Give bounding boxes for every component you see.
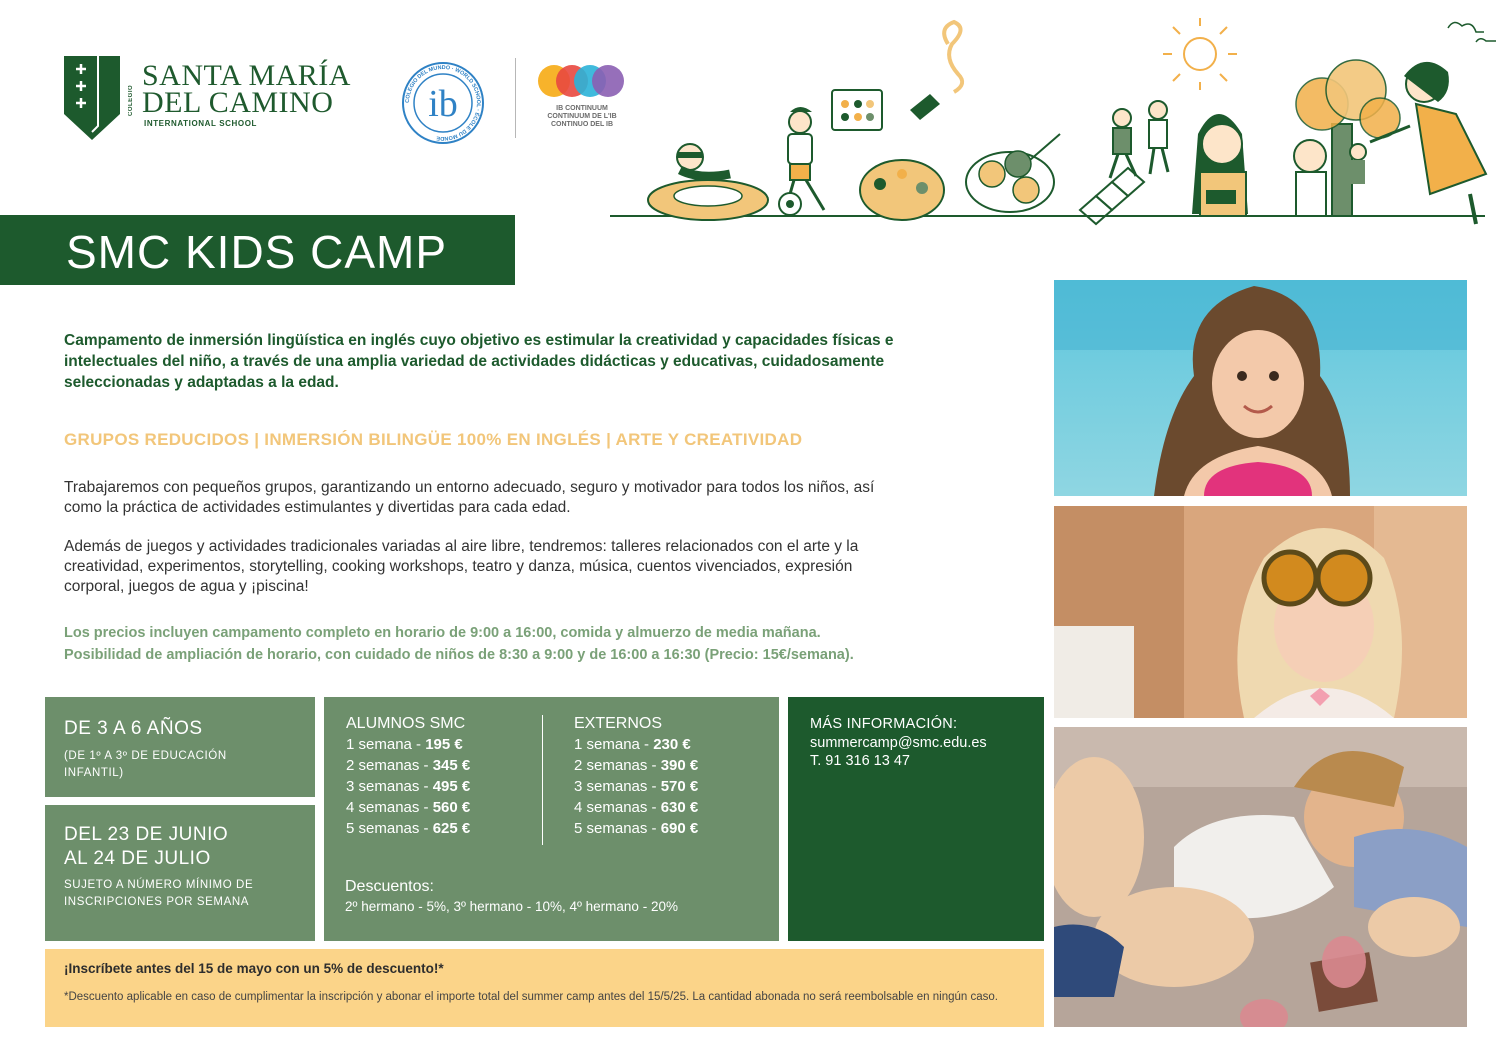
dates-line2: AL 24 DE JULIO (64, 848, 211, 869)
promo-headline: ¡Inscríbete antes del 15 de mayo con un 5% de descuento!* (64, 961, 444, 976)
prices-note-line1: Los precios incluyen campamento completo en horario de 9:00 a 16:00, comida y almuerzo de media mañana. (64, 625, 821, 641)
paragraph-activities: Además de juegos y actividades tradicionales variadas al aire libre, tendremos: talleres relacionados con el arte y la creatividad, experimentos, storytelling, cooking workshops, teatro y danza, música, cuentos vivenciados, expresión corporal, juegos de agua y ¡piscina! (64, 538, 859, 595)
price-row: 4 semanas - 630 € (574, 799, 699, 816)
dates-subtitle: SUJETO A NÚMERO MÍNIMO DE INSCRIPCIONES POR SEMANA (64, 879, 254, 908)
discounts-title: Descuentos: (345, 878, 434, 895)
price-row: 5 semanas - 625 € (346, 820, 471, 837)
paragraph-groups: Trabajaremos con pequeños grupos, garantizando un entorno adecuado, seguro y motivador para todos los niños, así como la práctica de actividades estimulantes y divertidas para cada edad. (64, 479, 875, 516)
kids-activities-illustration (610, 14, 1497, 230)
price-row: 3 semanas - 570 € (574, 778, 699, 795)
school-vertical-label: COLEGIO (128, 84, 134, 116)
price-row: 4 semanas - 560 € (346, 799, 471, 816)
price-row: 1 semana - 195 € (346, 736, 463, 753)
more-info-box (788, 697, 1044, 941)
promo-footnote: *Descuento aplicable en caso de cumplimentar la inscripción y abonar el importe total del summer camp antes del 15/5/25. La cantidad abonada no será reembolsable en ningún caso. (64, 991, 998, 1003)
ib-world-school-logo (400, 60, 486, 146)
school-name (128, 59, 368, 128)
price-row: 2 semanas - 345 € (346, 757, 471, 774)
info-email-link[interactable]: summercamp@smc.edu.es (810, 735, 987, 751)
prices-box (324, 697, 779, 941)
info-title: MÁS INFORMACIÓN: (810, 716, 958, 732)
dates-line1: DEL 23 DE JUNIO (64, 824, 229, 845)
ib-continuum-line3: CONTINUO DEL IB (550, 121, 614, 128)
external-prices-column (574, 713, 774, 839)
ages-subtitle: (DE 1º A 3º DE EDUCACIÓN INFANTIL) (64, 750, 227, 779)
price-row: 5 semanas - 690 € (574, 820, 699, 837)
price-row: 1 semana - 230 € (574, 736, 691, 753)
info-phone[interactable]: T. 91 316 13 47 (810, 753, 910, 769)
prices-column-divider (542, 715, 543, 845)
logo-divider (515, 58, 516, 138)
ages-title: DE 3 A 6 AÑOS (64, 718, 203, 739)
ages-box (45, 697, 315, 797)
dates-box (45, 805, 315, 941)
title-band (0, 215, 515, 285)
prices-note (64, 622, 1024, 666)
external-prices-title: EXTERNOS (574, 715, 663, 732)
page-title: SMC KIDS CAMP (66, 226, 448, 278)
ib-continuum-line2: CONTINUUM DE L'IB (547, 113, 617, 120)
ib-logo-letter: ib (428, 83, 458, 125)
intro-text: Campamento de inmersión lingüística en inglés cuyo objetivo es estimular la creatividad y capacidades físicas e intelectuales del niño, a través de una amplia variedad de actividades didácticas y educativas, cuidadosamente seleccionadas y adaptadas a la edad. (64, 332, 894, 391)
photo-girl-in-pool (1054, 280, 1467, 496)
prices-note-line2: Posibilidad de ampliación de horario, con cuidado de niños de 8:30 a 9:00 y de 16:00 a 16:30 (Precio: 15€/semana). (64, 647, 854, 663)
photo-boy-looking-at-ground (1054, 727, 1467, 1027)
ib-continuum-line1: IB CONTINUUM (556, 105, 608, 112)
photo-girl-with-binoculars (1054, 506, 1467, 718)
school-name-line2: DEL CAMINO (142, 86, 334, 119)
school-shield-logo (64, 56, 120, 140)
ib-ring-text: COLEGIO DEL MUNDO · WORLD SCHOOL · ÉCOLE DU MONDE (404, 64, 482, 142)
school-name-line1: SANTA MARÍA (142, 59, 351, 92)
highlights-text: GRUPOS REDUCIDOS | INMERSIÓN BILINGÜE 100% EN INGLÉS | ARTE Y CREATIVIDAD (64, 430, 803, 449)
school-subtitle: INTERNATIONAL SCHOOL (144, 119, 258, 128)
smc-prices-column (346, 713, 546, 839)
promo-bar (45, 949, 1044, 1027)
price-row: 3 semanas - 495 € (346, 778, 471, 795)
price-row: 2 semanas - 390 € (574, 757, 699, 774)
discounts-text: 2º hermano - 5%, 3º hermano - 10%, 4º hermano - 20% (345, 899, 678, 914)
smc-prices-title: ALUMNOS SMC (346, 715, 466, 732)
